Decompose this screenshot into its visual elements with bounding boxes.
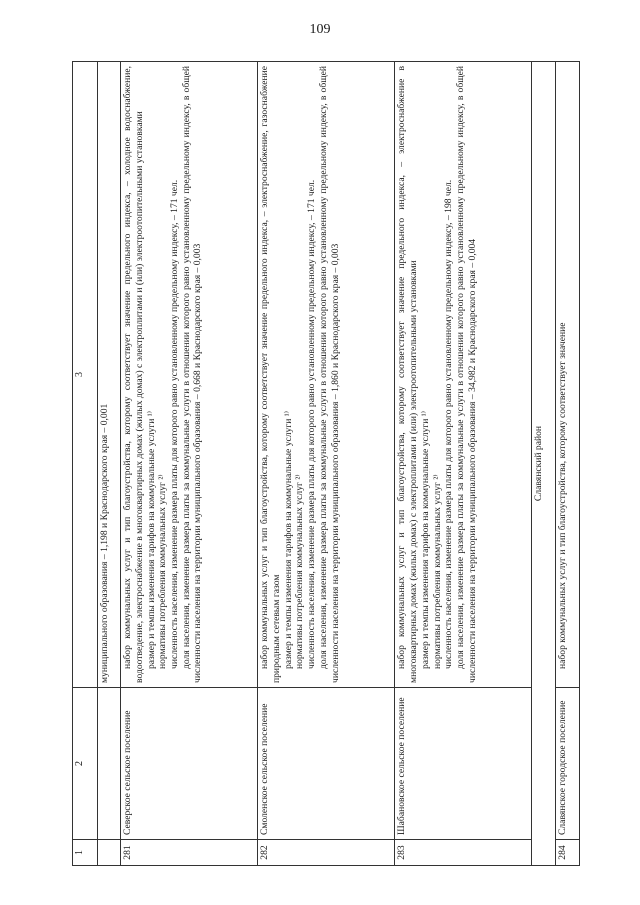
header-col-2: 2	[73, 688, 98, 840]
description-paragraph: нормативы потребления коммунальных услуг ²⁾	[431, 474, 443, 669]
description-paragraph: набор коммунальных услуг и тип благоустройства, которому соответствует значение предельного индекса, – электроснабжение, газоснабжение природным сетевым газом	[259, 66, 283, 683]
section-title: Славянский район	[532, 62, 556, 866]
page-number: 109	[309, 22, 331, 37]
rotated-table-frame	[72, 62, 580, 866]
table-row	[258, 62, 395, 866]
description-paragraph: набор коммунальных услуг и тип благоустройства, которому соответствует значение предельного индекса, – холодное водоснабжение, водоотведение, электроснабжение в многоквартирных домах (жилых домах) с электроплитами и (или) электроотопительными установками	[122, 66, 145, 683]
description-cell	[121, 62, 258, 688]
table-row	[556, 62, 580, 866]
description-paragraph: размер и темпы изменения тарифов на коммунальные услуги ¹⁾	[282, 410, 294, 669]
header-col-3: 3	[73, 62, 98, 688]
continuation-row	[97, 62, 121, 866]
table-body	[97, 62, 579, 866]
description-paragraph: численность населения, изменение размера платы для которого равно установленному предельному индексу, – 171 чел.	[306, 179, 318, 669]
tariff-table	[72, 61, 580, 866]
settlement-name: Северское сельское поселение	[121, 688, 258, 840]
description-paragraph: нормативы потребления коммунальных услуг ²⁾	[294, 474, 306, 669]
cell-empty	[97, 840, 121, 866]
settlement-name: Славянское городское поселение	[556, 688, 580, 840]
description-paragraph: доля населения, изменение размера платы за коммунальные услуги в отношении которого равно установленному предельному индексу, в общей численности населения на территории муниципального образования – 1,860 и Краснодарского края – 0,003	[317, 66, 341, 683]
row-number: 282	[258, 840, 395, 866]
table-row	[395, 62, 532, 866]
row-number: 283	[395, 840, 532, 866]
description-paragraph: набор коммунальных услуг и тип благоустройства, которому соответствует значение предельного индекса, – электроснабжение в многоквартирных домах (жилых домах) с электроплитами и (или) электроотопительными установками	[396, 66, 420, 683]
cell-empty	[97, 688, 121, 840]
description-paragraph: набор коммунальных услуг и тип благоустройства, которому соответствует значение	[557, 322, 569, 669]
description-paragraph: размер и темпы изменения тарифов на коммунальные услуги ¹⁾	[145, 410, 157, 669]
section-row	[532, 62, 556, 866]
description-cell	[258, 62, 395, 688]
description-paragraph: численность населения, изменение размера платы для которого равно установленному предельному индексу, – 198 чел.	[443, 179, 455, 669]
row-number: 281	[121, 840, 258, 866]
table-row	[121, 62, 258, 866]
description-paragraph: доля населения, изменение размера платы за коммунальные услуги в отношении которого равно установленному предельному индексу, в общей численности населения на территории муниципального образования – 34,982 и Краснодарского края – 0,004	[454, 66, 478, 683]
description-cell	[395, 62, 532, 688]
description-cell	[556, 62, 580, 688]
description-paragraph: нормативы потребления коммунальных услуг ²⁾	[157, 474, 169, 669]
header-col-1: 1	[73, 840, 98, 866]
description-paragraph: размер и темпы изменения тарифов на коммунальные услуги ¹⁾	[419, 410, 431, 669]
header-row	[73, 62, 98, 866]
description-paragraph: численность населения, изменение размера платы для которого равно установленному предельному индексу, – 171 чел.	[169, 179, 181, 669]
row-number: 284	[556, 840, 580, 866]
description-paragraph: доля населения, изменение размера платы за коммунальные услуги в отношении которого равно установленному предельному индексу, в общей численности населения на территории муниципального образования – 0,668 и Краснодарского края – 0,003	[180, 66, 204, 683]
settlement-name: Смоленское сельское поселение	[258, 688, 395, 840]
continuation-text: муниципального образования – 1,198 и Краснодарского края – 0,001	[97, 62, 121, 688]
settlement-name: Шабановское сельское поселение	[395, 688, 532, 840]
